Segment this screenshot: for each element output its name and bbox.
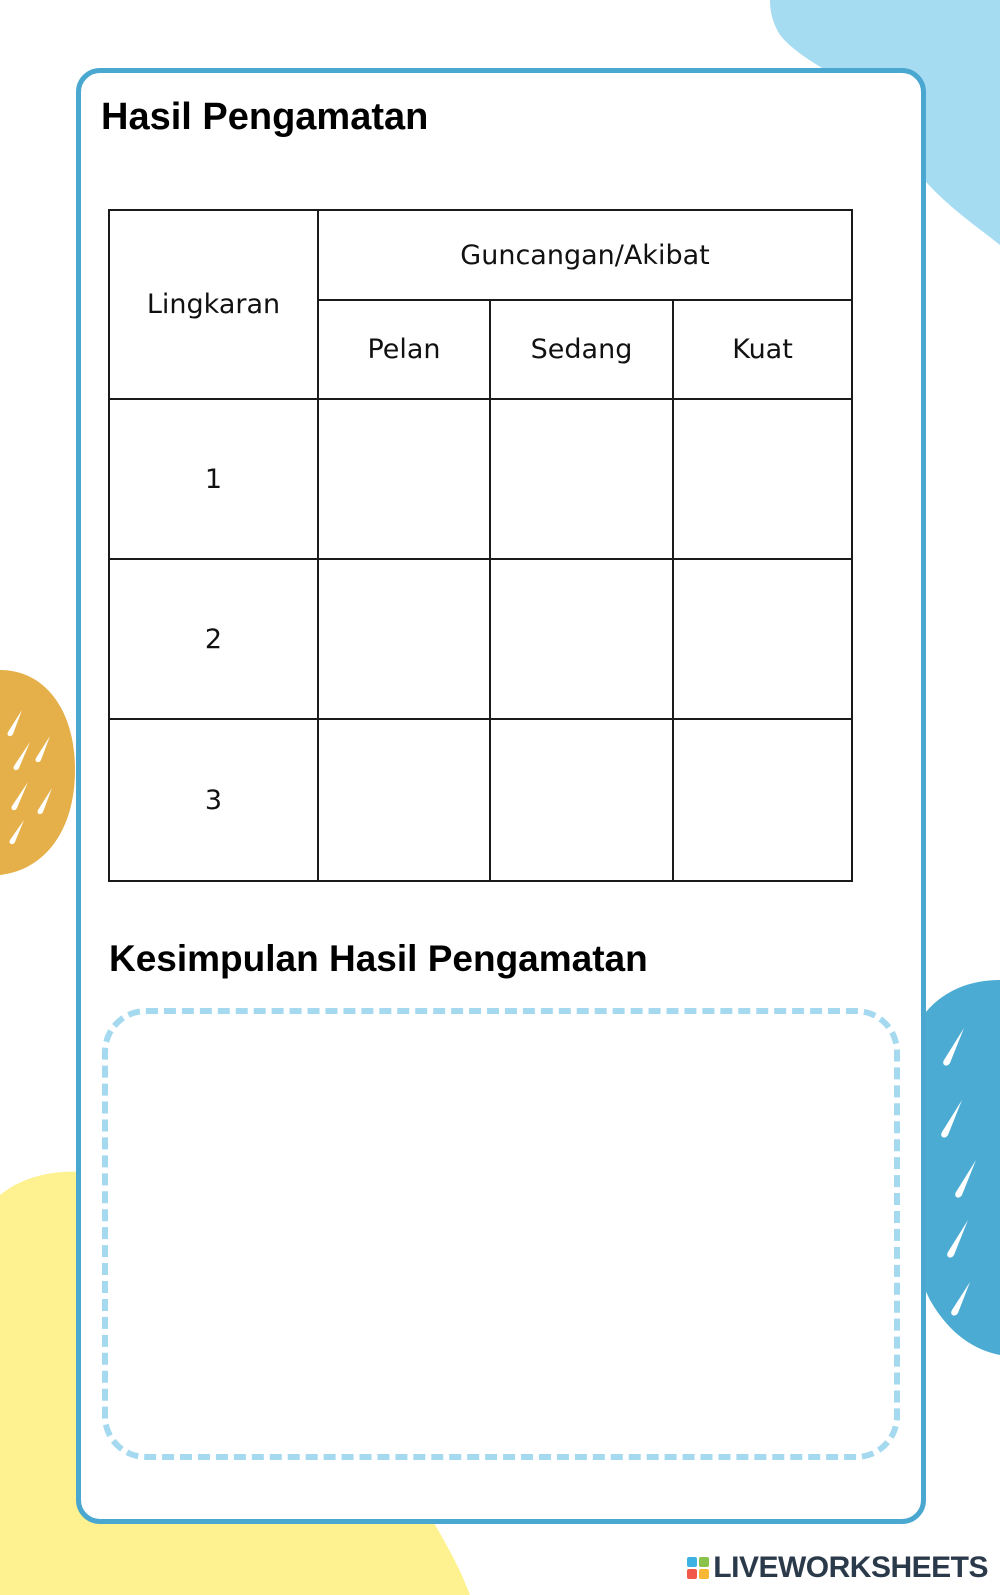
table-row xyxy=(109,399,852,559)
cell-row1-sedang[interactable] xyxy=(490,399,673,559)
cell-row3-pelan[interactable] xyxy=(318,719,490,881)
cell-row2-kuat[interactable] xyxy=(673,559,852,719)
row-label: 1 xyxy=(109,399,318,559)
cell-row2-sedang[interactable] xyxy=(490,559,673,719)
header-kuat: Kuat xyxy=(673,300,852,399)
cell-row1-pelan[interactable] xyxy=(318,399,490,559)
header-lingkaran: Lingkaran xyxy=(109,210,318,399)
header-sedang: Sedang xyxy=(490,300,673,399)
brand-watermark xyxy=(687,1551,988,1585)
conclusion-input-box[interactable] xyxy=(102,1008,900,1460)
cell-row3-kuat[interactable] xyxy=(673,719,852,881)
row-label: 3 xyxy=(109,719,318,881)
table-row xyxy=(109,559,852,719)
bg-blob-left-orange xyxy=(0,670,80,880)
brand-text: LIVEWORKSHEETS xyxy=(713,1551,988,1584)
observation-table xyxy=(108,209,853,882)
row-label: 2 xyxy=(109,559,318,719)
page-title: Hasil Pengamatan xyxy=(101,96,429,138)
header-guncangan-akibat: Guncangan/Akibat xyxy=(318,210,852,300)
cell-row3-sedang[interactable] xyxy=(490,719,673,881)
cell-row1-kuat[interactable] xyxy=(673,399,852,559)
liveworksheets-logo-icon xyxy=(687,1557,709,1579)
conclusion-title: Kesimpulan Hasil Pengamatan xyxy=(109,938,648,979)
table-row xyxy=(109,719,852,881)
cell-row2-pelan[interactable] xyxy=(318,559,490,719)
header-pelan: Pelan xyxy=(318,300,490,399)
